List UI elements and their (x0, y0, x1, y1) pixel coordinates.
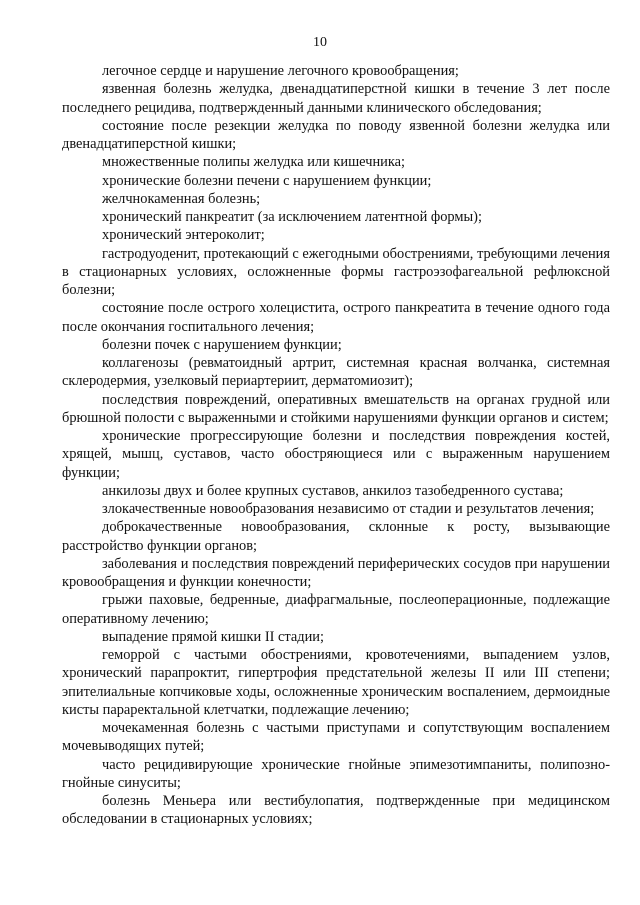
paragraph: заболевания и последствия повреждений периферических сосудов при нарушении кровообращения и функции конечности; (62, 555, 610, 590)
paragraph: состояние после острого холецистита, острого панкреатита в течение одного года после окончания госпитального лечения; (62, 300, 610, 335)
paragraph: состояние после резекции желудка по поводу язвенной болезни желудка или двенадцатиперстной кишки; (62, 117, 610, 152)
paragraph: грыжи паховые, бедренные, диафрагмальные, послеоперационные, подлежащие оперативному лечению; (62, 592, 610, 627)
paragraph: анкилозы двух и более крупных суставов, анкилоз тазобедренного сустава; (102, 482, 564, 499)
paragraph: гастродуоденит, протекающий с ежегодными обострениями, требующими лечения в стационарных условиях, осложненные формы гастроэзофагеальной рефлюксной болезни; (62, 245, 610, 298)
paragraph: болезнь Меньера или вестибулопатия, подтвержденные при медицинском обследовании в стационарных условиях; (62, 793, 610, 828)
paragraph: язвенная болезнь желудка, двенадцатиперстной кишки в течение 3 лет после последнего рецидива, подтвержденный данными клинического обследования; (62, 81, 610, 116)
paragraph: легочное сердце и нарушение легочного кровообращения; (102, 63, 459, 79)
paragraph: мочекаменная болезнь с частыми приступами и сопутствующим воспалением мочевыводящих путей; (62, 720, 610, 755)
paragraph: последствия повреждений, оперативных вмешательств на органах грудной или брюшной полости с выраженными и стойкими нарушениями функции органов и систем; (62, 391, 610, 426)
paragraph: хронические болезни печени с нарушением функции; (102, 172, 432, 189)
paragraph: хронические прогрессирующие болезни и последствия повреждения костей, хрящей, мышц, суставов, часто обостряющиеся или с выраженным нарушением функции; (62, 428, 610, 481)
paragraph: геморрой с частыми обострениями, кровотечениями, выпадением узлов, хронический парапроктит, гипертрофия предстательной железы II или III степени; эпителиальные копчиковые ходы, осложненные хроническим воспалением, дермоидные кисты параректальной клетчатки, подлежащие лечению; (62, 647, 610, 718)
paragraph: часто рецидивирующие хронические гнойные эпимезотимпаниты, полипозно-гнойные синуситы; (62, 756, 610, 791)
paragraph: болезни почек с нарушением функции; (102, 336, 342, 353)
paragraph: хронический энтероколит; (102, 227, 265, 244)
paragraph: хронический панкреатит (за исключением латентной формы); (102, 209, 482, 225)
page-number: 10 (313, 35, 327, 50)
paragraph: множественные полипы желудка или кишечника; (102, 154, 406, 171)
paragraph: доброкачественные новообразования, склонные к росту, вызывающие расстройство функции органов; (62, 519, 610, 554)
paragraph: злокачественные новообразования независимо от стадии и результатов лечения; (102, 501, 595, 517)
page-body (62, 62, 610, 829)
paragraph: выпадение прямой кишки II стадии; (102, 628, 324, 645)
paragraph: коллагенозы (ревматоидный артрит, системная красная волчанка, системная склеродермия, узелковый периартериит, дерматомиозит); (62, 355, 610, 390)
paragraph: желчнокаменная болезнь; (102, 190, 261, 207)
